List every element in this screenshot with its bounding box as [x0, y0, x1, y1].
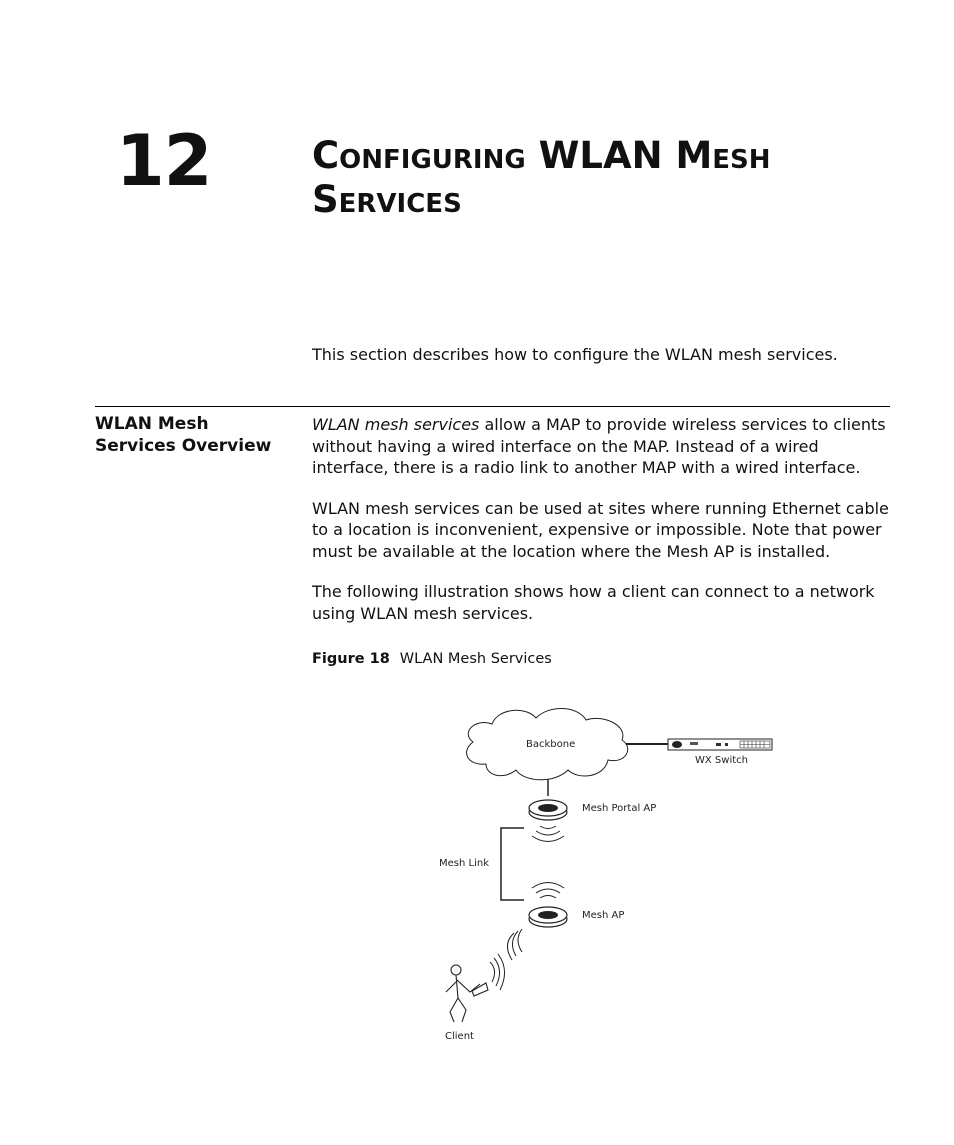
- chapter-title: Configuring WLAN Mesh Services: [312, 134, 771, 221]
- figure-caption: [312, 649, 552, 669]
- paragraph-1-text: allow a MAP to provide wireless services to clients without having a wired interface on the MAP. Instead of a wired interface, there is a radio link to another MAP with a wired interface.: [312, 415, 886, 477]
- mesh-link-label: Mesh Link: [439, 858, 489, 869]
- paragraph-1-term: WLAN mesh services: [312, 415, 480, 434]
- signal-icon: [490, 954, 505, 990]
- figure-title: WLAN Mesh Services: [399, 651, 552, 667]
- signal-icon: [507, 929, 522, 960]
- client-person-icon: [446, 965, 488, 1022]
- section-heading: WLAN Mesh Services Overview: [95, 414, 272, 456]
- figure-number: Figure 18: [312, 651, 390, 667]
- mesh-ap-label: Mesh AP: [582, 910, 625, 921]
- section-body: [312, 414, 892, 643]
- chapter-number: 12: [116, 120, 212, 202]
- portal-ap-label: Mesh Portal AP: [582, 803, 657, 814]
- client-label: Client: [445, 1031, 474, 1042]
- mesh-diagram-graphic: [428, 700, 788, 1050]
- intro-paragraph: This section describes how to configure the WLAN mesh services.: [312, 345, 838, 364]
- switch-icon: [668, 739, 772, 750]
- paragraph-2: WLAN mesh services can be used at sites where running Ethernet cable to a location is inconvenient, expensive or impossible. Note that power must be available at the location where the Mesh AP is installed.: [312, 498, 889, 561]
- mesh-diagram: [428, 700, 788, 1050]
- signal-icon: [532, 826, 564, 842]
- mesh-ap-icon: [529, 907, 567, 927]
- paragraph-1: [312, 414, 892, 479]
- backbone-label: Backbone: [526, 739, 576, 750]
- paragraph-3: The following illustration shows how a client can connect to a network using WLAN mesh services.: [312, 582, 875, 623]
- portal-ap-icon: [529, 800, 567, 820]
- switch-label: WX Switch: [695, 755, 748, 766]
- section-divider: [95, 406, 890, 407]
- signal-icon: [532, 883, 564, 899]
- mesh-link-bracket: [501, 828, 524, 900]
